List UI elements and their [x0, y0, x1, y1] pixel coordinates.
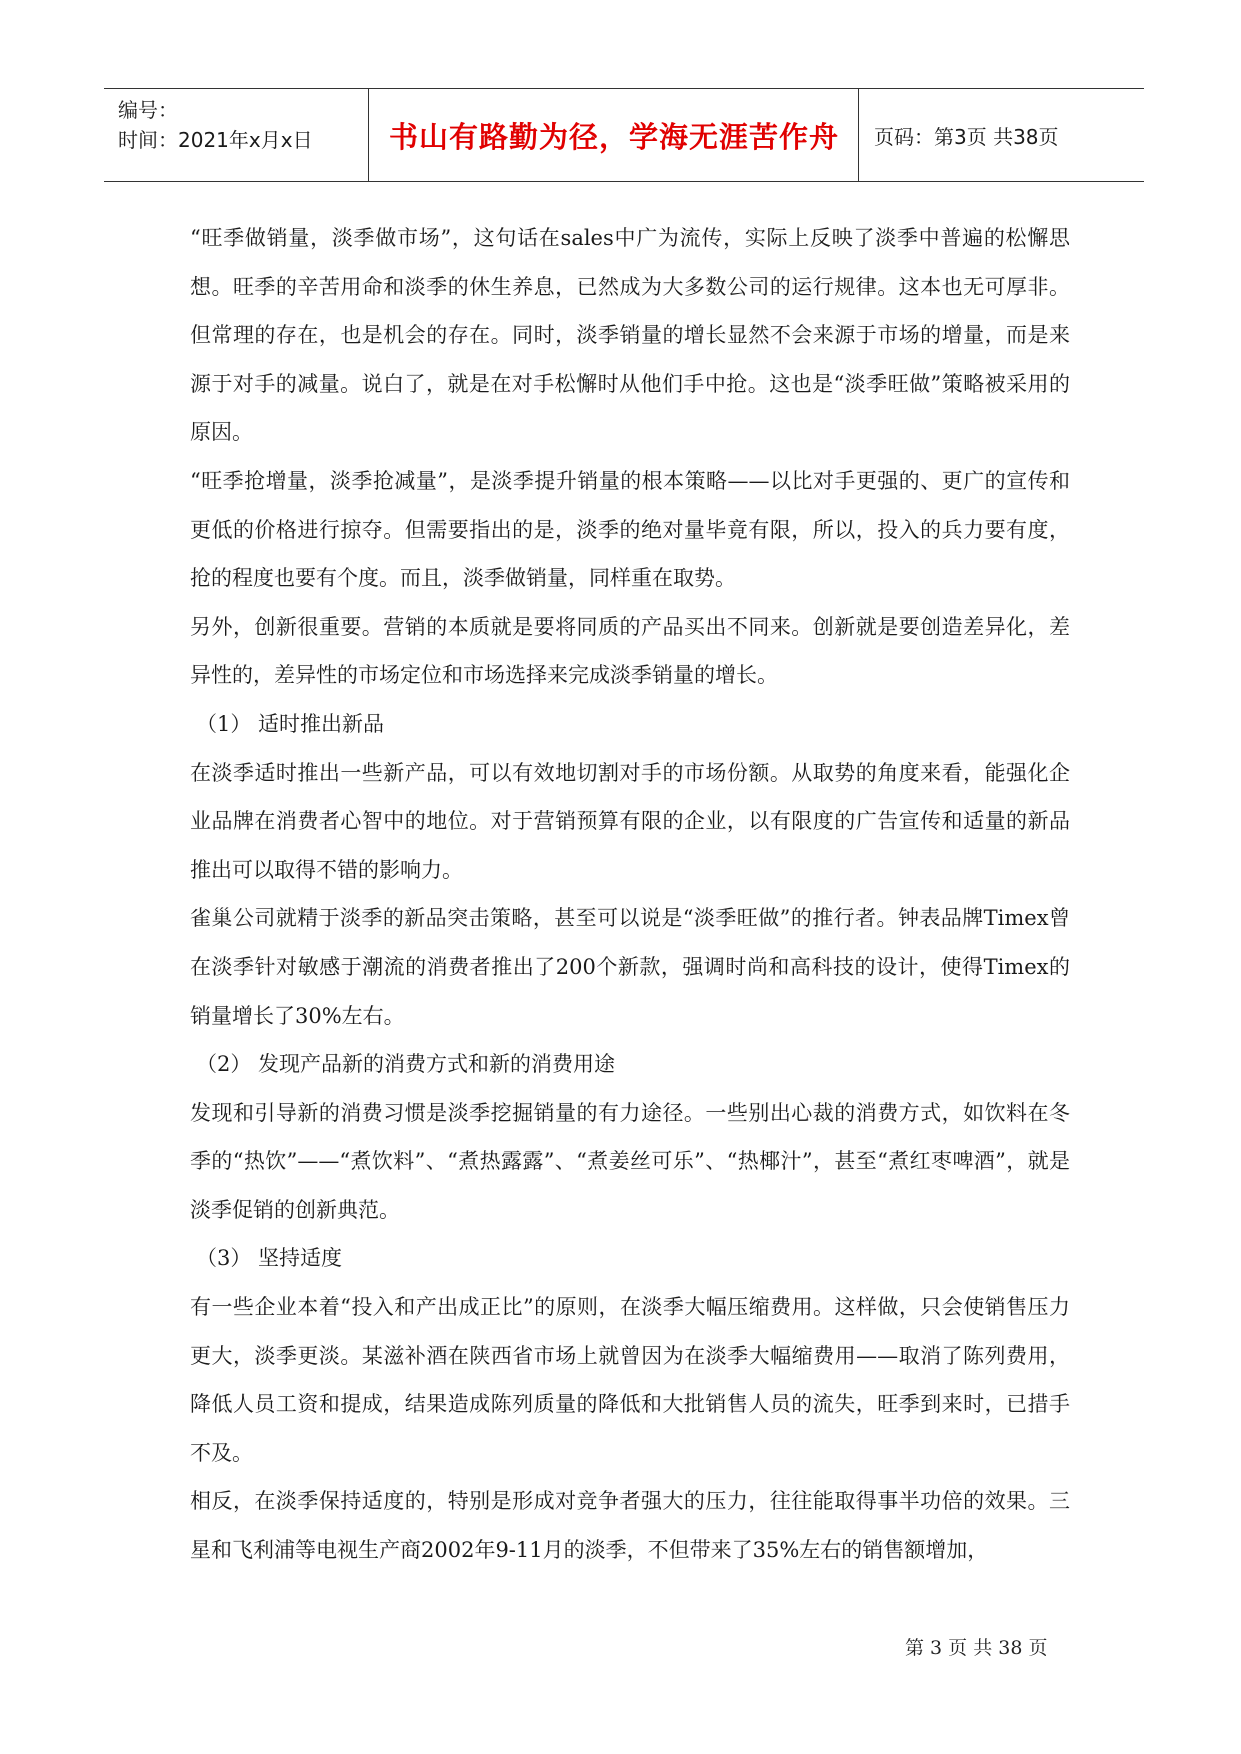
header-page-info: 页码：第3页 共38页	[874, 124, 1059, 149]
paragraph: “旺季做销量，淡季做市场”，这句话在sales中广为流传，实际上反映了淡季中普遍的松懈思想。旺季的辛苦用命和淡季的休生养息，已然成为大多数公司的运行规律。这本也无可厚非。但常理的存在，也是机会的存在。同时，淡季销量的增长显然不会来源于市场的增量，而是来源于对手的减量。说白了，就是在对手松懈时从他们手中抢。这也是“淡季旺做”策略被采用的原因。	[190, 226, 1070, 445]
paragraph: 相反，在淡季保持适度的，特别是形成对竞争者强大的压力，往往能取得事半功倍的效果。三星和飞利浦等电视生产商2002年9-11月的淡季，不但带来了35%左右的销售额增加，	[190, 1489, 1070, 1563]
page-header	[104, 88, 1144, 182]
paragraph: 雀巢公司就精于淡季的新品突击策略，甚至可以说是“淡季旺做”的推行者。钟表品牌Timex曾在淡季针对敏感于潮流的消费者推出了200个新款，强调时尚和高科技的设计，使得Timex的销量增长了30%左右。	[190, 906, 1070, 1028]
header-divider	[368, 89, 369, 181]
header-motto: 书山有路勤为径，学海无涯苦作舟	[388, 119, 839, 154]
section-heading: （3） 坚持适度	[196, 1246, 343, 1271]
code-label: 编号：	[118, 98, 178, 122]
paragraph: 在淡季适时推出一些新产品，可以有效地切割对手的市场份额。从取势的角度来看，能强化企业品牌在消费者心智中的地位。对于营销预算有限的企业，以有限度的广告宣传和适量的新品推出可以取得不错的影响力。	[190, 760, 1070, 882]
paragraph: 另外，创新很重要。营销的本质就是要将同质的产品买出不同来。创新就是要创造差异化，差异性的，差异性的市场定位和市场选择来完成淡季销量的增长。	[190, 614, 1070, 688]
time-line: 时间：2021年x月x日	[118, 128, 313, 152]
section-heading: （2） 发现产品新的消费方式和新的消费用途	[196, 1052, 616, 1077]
header-divider	[858, 89, 859, 181]
page-footer: 第 3 页 共 38 页	[905, 1637, 1048, 1659]
paragraph: 有一些企业本着“投入和产出成正比”的原则，在淡季大幅压缩费用。这样做，只会使销售压力更大，淡季更淡。某滋补酒在陕西省市场上就曾因为在淡季大幅缩费用——取消了陈列费用，降低人员工资和提成，结果造成陈列质量的降低和大批销售人员的流失，旺季到来时，已措手不及。	[190, 1295, 1070, 1465]
paragraph: 发现和引导新的消费习惯是淡季挖掘销量的有力途径。一些别出心裁的消费方式，如饮料在冬季的“热饮”——“煮饮料”、“煮热露露”、“煮姜丝可乐”、“热椰汁”，甚至“煮红枣啤酒”，就是淡季促销的创新典范。	[190, 1100, 1070, 1222]
section-heading: （1） 适时推出新品	[196, 711, 385, 736]
paragraph: “旺季抢增量，淡季抢减量”，是淡季提升销量的根本策略——以比对手更强的、更广的宣传和更低的价格进行掠夺。但需要指出的是，淡季的绝对量毕竟有限，所以，投入的兵力要有度，抢的程度也要有个度。而且，淡季做销量，同样重在取势。	[190, 468, 1070, 591]
header-meta	[118, 95, 313, 155]
document-body	[190, 214, 1070, 1575]
